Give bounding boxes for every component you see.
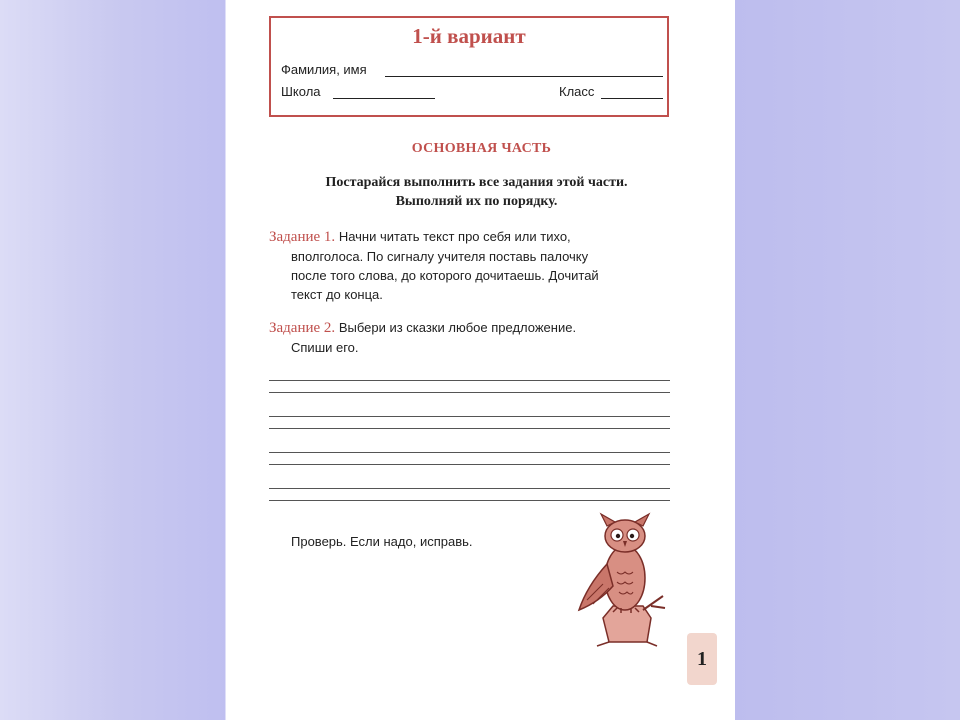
name-field[interactable] [385, 76, 663, 77]
task-text: текст до конца. [291, 287, 383, 302]
variant-title: 1-й вариант [412, 24, 526, 48]
page-number-tab: 1 [687, 633, 717, 685]
task-text: Спиши его. [291, 340, 359, 355]
task-text: Начни читать текст про себя или тихо, [338, 229, 571, 244]
answer-line[interactable] [269, 428, 670, 429]
task-text: вполголоса. По сигналу учителя поставь палочку [291, 249, 589, 264]
section-title: ОСНОВНАЯ ЧАСТЬ [411, 141, 552, 156]
answer-line[interactable] [269, 416, 670, 417]
answer-line[interactable] [269, 380, 670, 381]
answer-line[interactable] [269, 464, 670, 465]
class-field[interactable] [601, 98, 663, 99]
school-field[interactable] [333, 98, 435, 99]
task-text: Выбери из сказки любое предложение. [338, 320, 577, 335]
instruction-line: Постарайся выполнить все задания этой части. [325, 175, 628, 190]
check-instruction: Проверь. Если надо, исправь. [291, 534, 473, 549]
task-label: Задание 1. [269, 229, 336, 245]
class-label: Класс [559, 84, 595, 99]
task-text: после того слова, до которого дочитаешь. Дочитай [291, 268, 599, 283]
answer-line[interactable] [269, 392, 670, 393]
worksheet-page [228, 0, 735, 720]
answer-line[interactable] [269, 452, 670, 453]
owl-illustration [573, 510, 673, 650]
task-2 [269, 318, 669, 357]
section-instruction [258, 173, 695, 211]
student-info-box [269, 16, 669, 117]
answer-line[interactable] [269, 500, 670, 501]
school-label: Школа [281, 84, 321, 99]
instruction-line: Выполняй их по порядку. [395, 194, 558, 209]
name-label: Фамилия, имя [281, 62, 367, 77]
task-1 [269, 227, 669, 304]
task-label: Задание 2. [269, 320, 336, 336]
answer-line[interactable] [269, 488, 670, 489]
